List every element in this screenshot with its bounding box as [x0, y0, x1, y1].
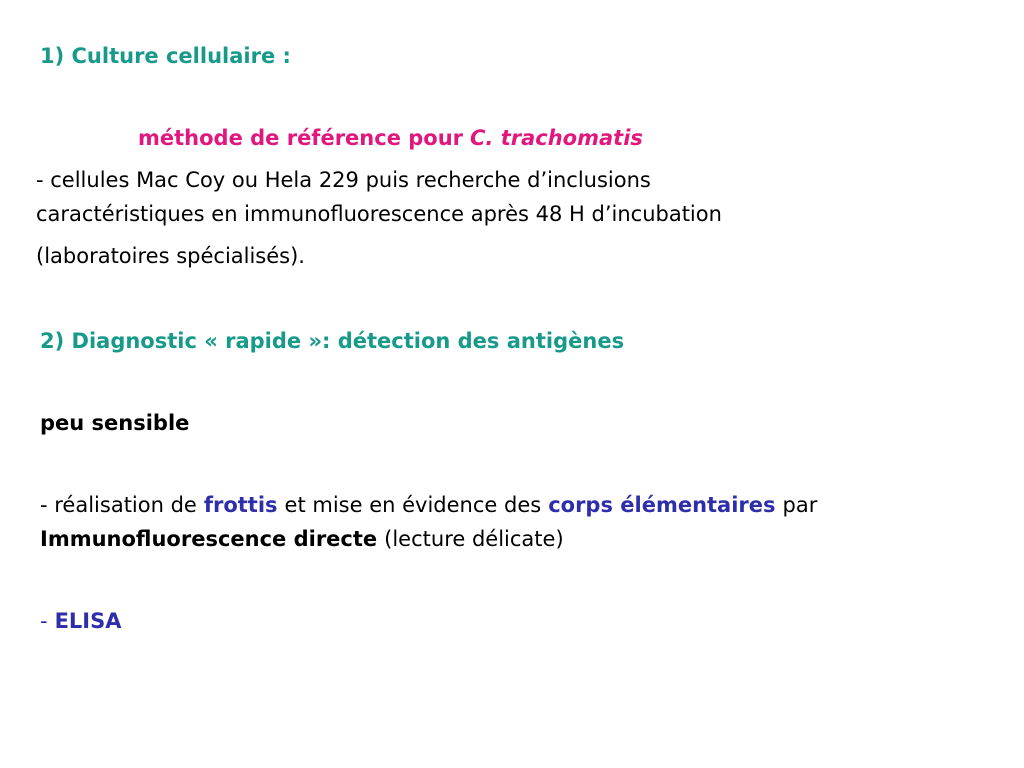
reading-difficulty-note: (lecture délicate)	[384, 527, 564, 551]
direct-immunofluorescence-term: Immunofluorescence directe	[40, 527, 378, 551]
smear-item-middle: et mise en évidence des	[284, 493, 542, 517]
reference-method-line	[138, 125, 643, 151]
reference-method-prefix: méthode de référence pour	[138, 126, 464, 150]
culture-description-line-1: - cellules Mac Coy ou Hela 229 puis recherche d’inclusions	[36, 168, 651, 192]
culture-description-line-3: (laboratoires spécialisés).	[36, 244, 305, 268]
section1-heading: 1) Culture cellulaire :	[40, 44, 291, 68]
culture-description-line-2: caractéristiques en immunofluorescence après 48 H d’incubation	[36, 202, 722, 226]
smear-item-line-2	[40, 526, 564, 552]
sensitivity-note: peu sensible	[40, 411, 190, 435]
elementary-bodies-term: corps élémentaires	[548, 493, 776, 517]
reference-organism: C. trachomatis	[470, 126, 643, 150]
elisa-dash: -	[40, 609, 48, 633]
smear-term: frottis	[203, 493, 278, 517]
elisa-item	[40, 608, 122, 634]
elisa-label: ELISA	[54, 609, 122, 633]
smear-item-line-1	[40, 492, 817, 518]
smear-item-by: par	[782, 493, 818, 517]
section2-heading: 2) Diagnostic « rapide »: détection des antigènes	[40, 329, 625, 353]
smear-item-intro: - réalisation de	[40, 493, 197, 517]
